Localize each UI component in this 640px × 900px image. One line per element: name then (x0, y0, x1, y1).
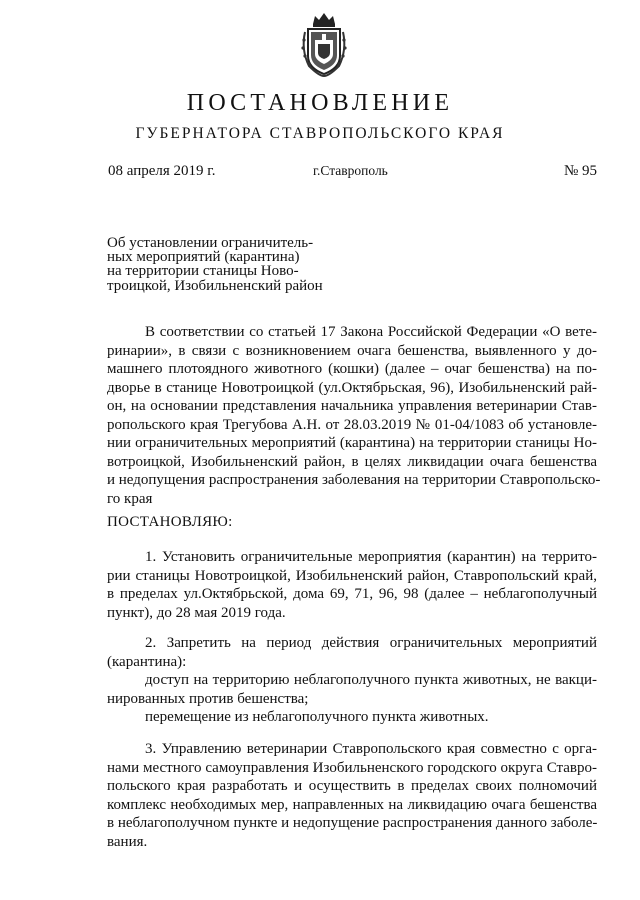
decree-item-2 (107, 634, 597, 727)
text-line: и недопущения распространения заболевания на территории Ставропольско- (107, 472, 601, 488)
subject-line: Об установлении ограничитель- (107, 235, 314, 251)
text-line: рии станицы Новотроицкой, Изобильненский район, Ставропольский край, (107, 567, 597, 584)
text-line: доступ на территорию неблагополучного пункта животных, не вакци- (145, 672, 597, 688)
decree-heading: ПОСТАНОВЛЯЮ: (107, 514, 233, 530)
document-date: 08 апреля 2019 г. (108, 163, 216, 179)
text-line: ропольского края Трегубова А.Н. от 28.03.2019 № 01-04/1083 об установле- (107, 416, 597, 433)
text-line: машнего плотоядного животного (кошки) (далее – очаг бешенства) на по- (107, 361, 597, 377)
document-number: № 95 (564, 163, 598, 179)
text-line: нии ограничительных мероприятий (карантина) на территории станицы Но- (107, 435, 597, 451)
subject-line: ных мероприятий (карантина) (107, 249, 300, 266)
text-line: 3. Управлению ветеринарии Ставропольского края совместно с орга- (145, 741, 597, 757)
text-line: 1. Установить ограничительные мероприятия (карантин) на террито- (145, 549, 597, 565)
preamble-paragraph (107, 323, 601, 508)
decree-item-1 (107, 548, 597, 622)
text-line: дворье в станице Новотроицкой (ул.Октябрьская, 96), Изобильненский рай- (107, 379, 597, 396)
text-line: нами местного самоуправления Изобильненского городского округа Ставро- (107, 759, 597, 776)
text-line: го края (107, 490, 153, 507)
text-line: (карантина): (107, 653, 187, 670)
text-line: ринарии», в связи с возникновением очага бешенства, выявленного у до- (107, 342, 597, 359)
text-line: нированных против бешенства; (107, 690, 309, 707)
text-line: перемещение из неблагополучного пункта животных. (145, 709, 489, 725)
text-line: 2. Запретить на период действия ограничительных мероприятий (145, 635, 597, 651)
stavropol-krai-coat-of-arms-icon (299, 10, 349, 78)
subject-line: на территории станицы Ново- (107, 263, 299, 280)
text-line: вания. (107, 833, 148, 850)
text-line: в неблагополучном пункте и недопущение распространения данного заболе- (107, 815, 598, 831)
text-line: комплекс необходимых мер, направленных на ликвидацию очага бешенства (107, 796, 597, 813)
document-city: г.Ставрополь (313, 163, 388, 178)
subject-line: троицкой, Изобильненский район (107, 277, 323, 294)
document-title: ПОСТАНОВЛЕНИЕ (186, 90, 454, 116)
document-subject (107, 236, 337, 293)
text-line: пункт), до 28 мая 2019 года. (107, 604, 286, 621)
text-line: в пределах ул.Октябрьской, дома 69, 71, 96, 98 (далее – неблагополучный (107, 586, 597, 602)
text-line: он, на основании представления начальника управления ветеринарии Став- (107, 398, 597, 414)
text-line: В соответствии со статьей 17 Закона Российской Федерации «О вете- (145, 324, 597, 340)
text-line: польского края разработать и осуществить в пределах своих полномочий (107, 778, 597, 794)
issuing-authority: ГУБЕРНАТОРА СТАВРОПОЛЬСКОГО КРАЯ (135, 125, 505, 142)
text-line: вотроицкой, Изобильненский район, в целях ликвидации очага бешенства (107, 453, 597, 470)
decree-item-3 (107, 740, 597, 851)
